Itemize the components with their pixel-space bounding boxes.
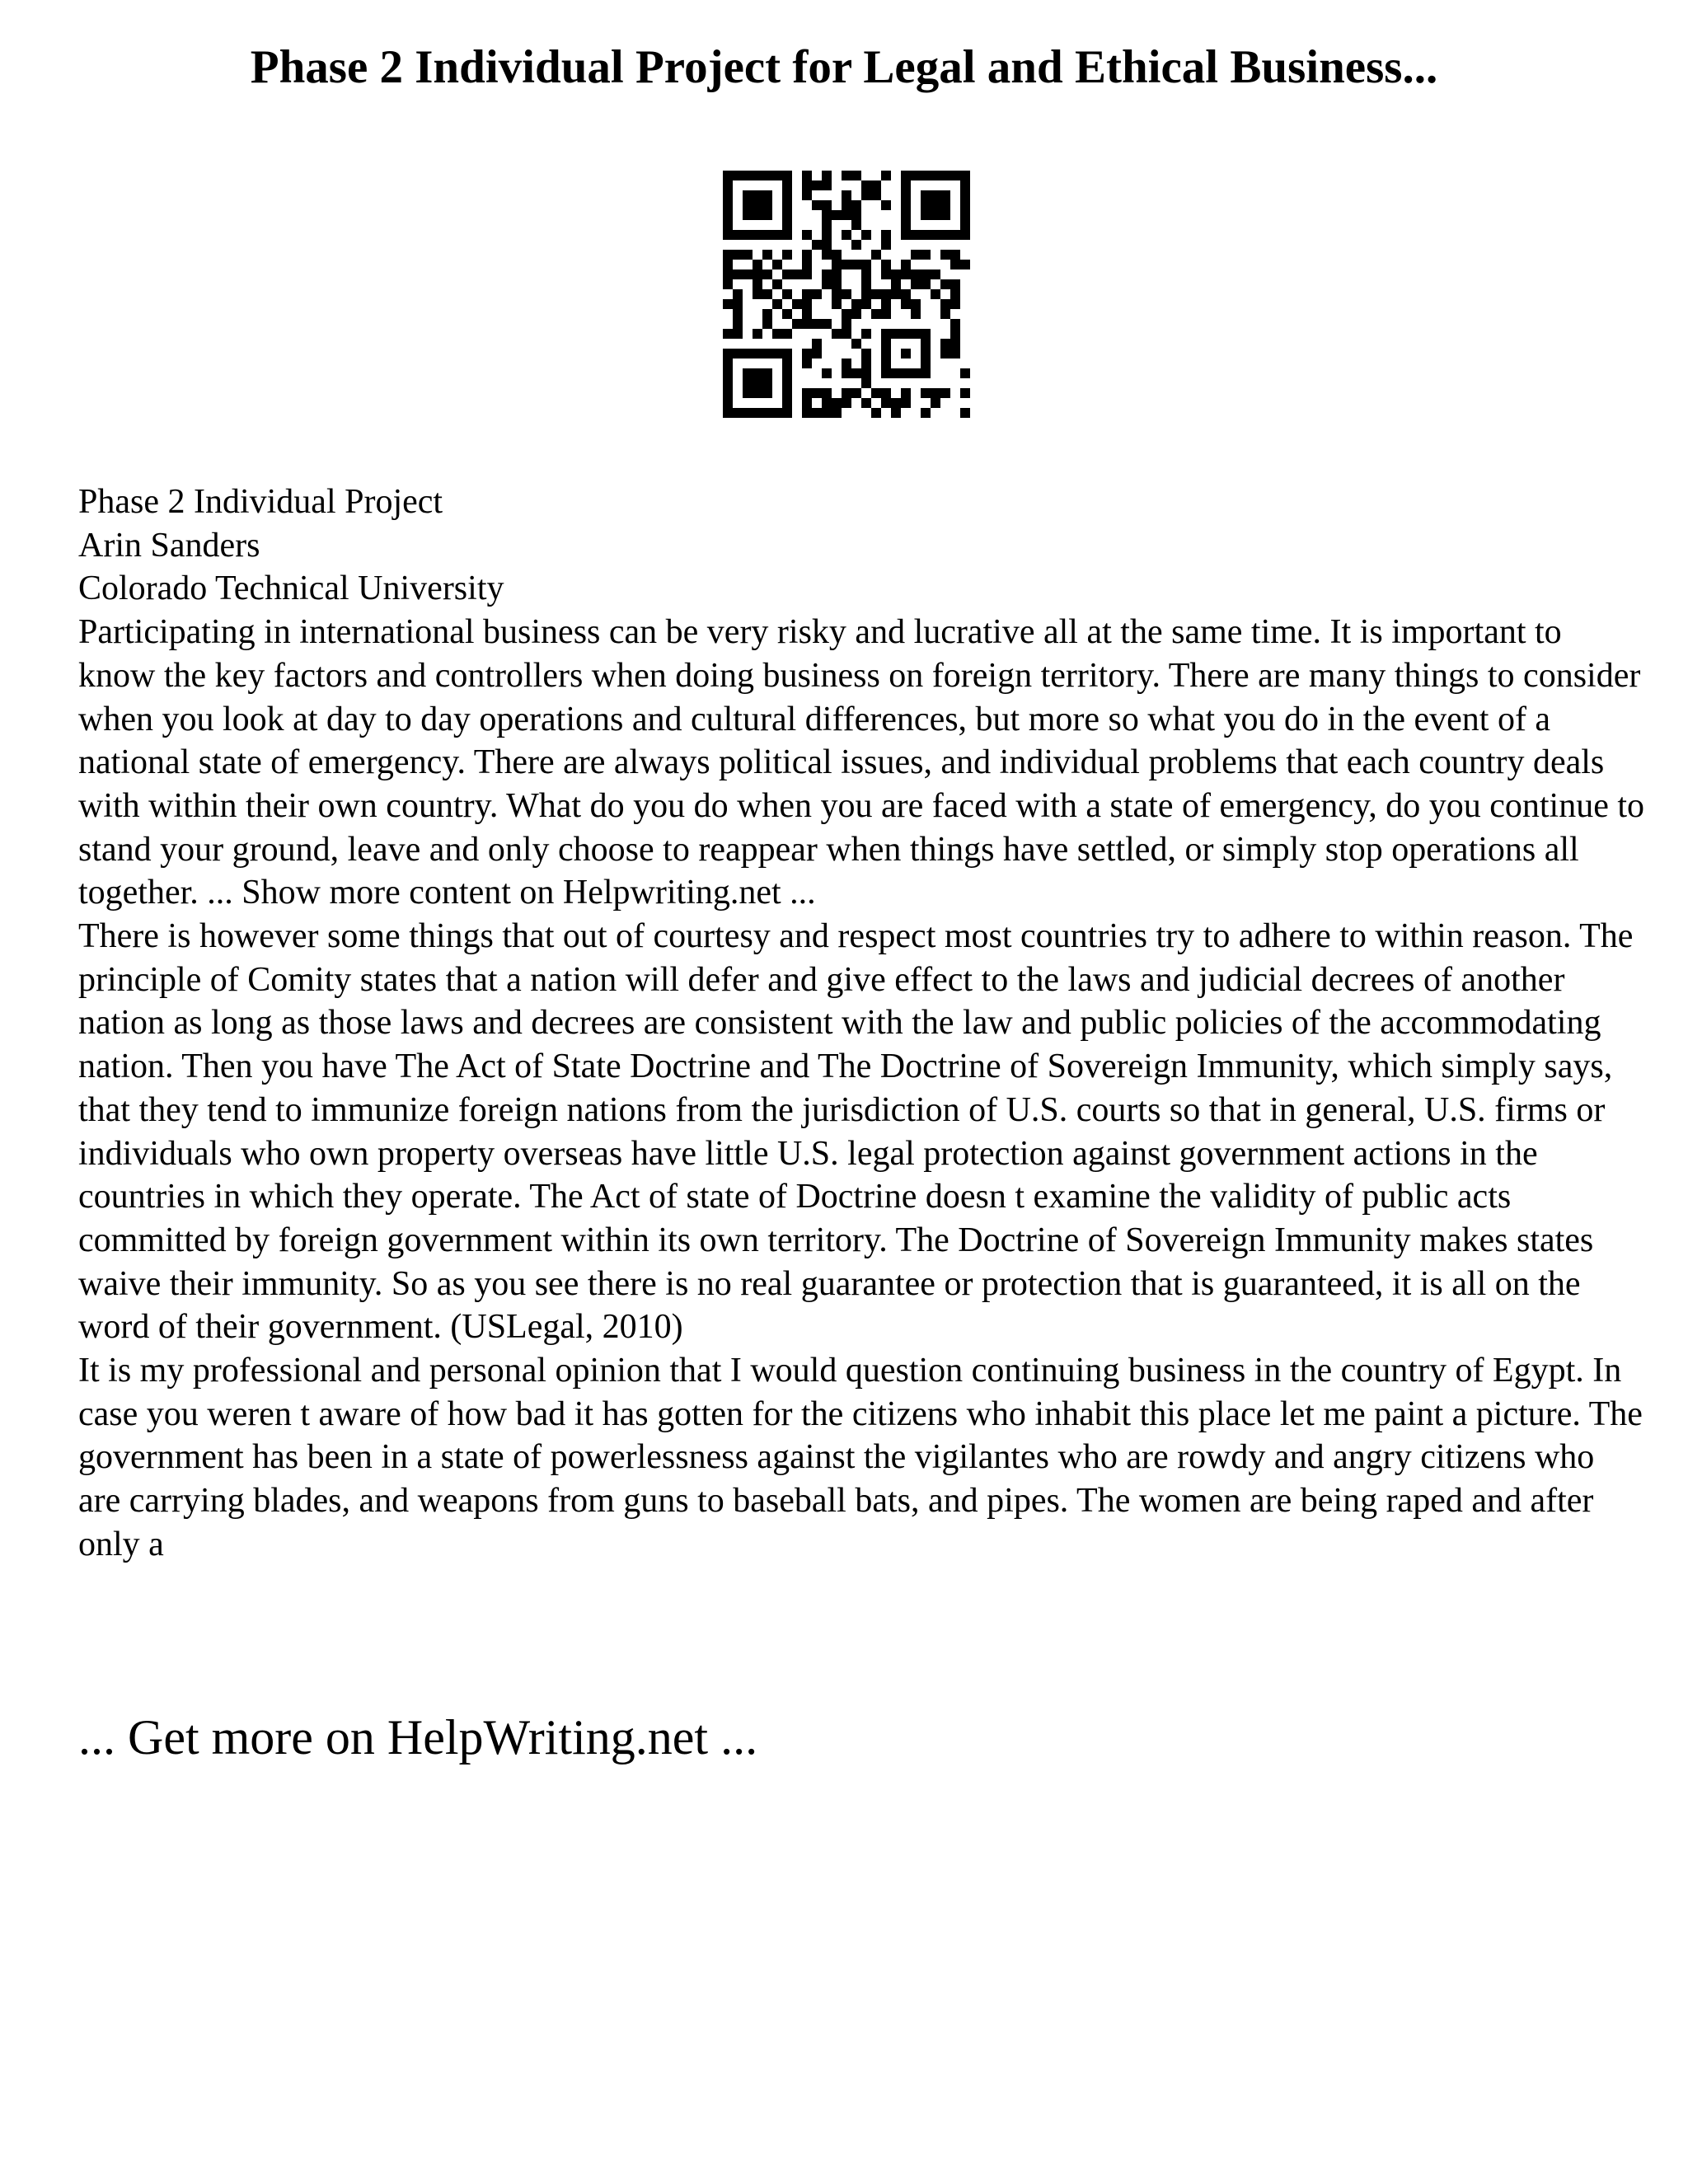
get-more-link[interactable]: ... Get more on HelpWriting.net ... (78, 1710, 758, 1765)
paragraph-1: Participating in international business can be very risky and lucrative all at the same time. It is important to know the key factors and controllers when doing business on foreign territory. There are many things to consider when you look at day to day operations and cultural differences, but more so what you do in the event of a national state of emergency. There are always political issues, and individual problems that each country deals with within their own country. What do you do when you are faced with a state of emergency, do you continue to stand your ground, leave and only choose to reappear when things have settled, or simply stop operations all together. ... Show more content on Helpwriting.net ... (78, 613, 1645, 912)
author-name: Arin Sanders (78, 526, 260, 565)
paragraph-3: It is my professional and personal opinion that I would question continuing business in the country of Egypt. In case you weren t aware of how bad it has gotten for the citizens who inhabit this place let me paint a picture. The government has been in a state of powerlessness against the vigilantes who are rowdy and angry citizens who are carrying blades, and weapons from guns to baseball bats, and pipes. The women are being raped and after only a (78, 1352, 1643, 1563)
document-body (78, 480, 1644, 1567)
page-title: Phase 2 Individual Project for Legal and Ethical Business... (250, 41, 1438, 93)
institution-name: Colorado Technical University (78, 569, 504, 608)
qr-code-icon[interactable] (723, 171, 970, 418)
paragraph-2: There is however some things that out of courtesy and respect most countries try to adhere to within reason. The principle of Comity states that a nation will defer and give effect to the laws and judicial decrees of another nation as long as those laws and decrees are consistent with the law and public policies of the accommodating nation. Then you have The Act of State Doctrine and The Doctrine of Sovereign Immunity, which simply says, that they tend to immunize foreign nations from the jurisdiction of U.S. courts so that in general, U.S. firms or individuals who own property overseas have little U.S. legal protection against government actions in the countries in which they operate. The Act of state of Doctrine doesn t examine the validity of public acts committed by foreign government within its own territory. The Doctrine of Sovereign Immunity makes states waive their immunity. So as you see there is no real guarantee or protection that is guaranteed, it is all on the word of their government. (USLegal, 2010) (78, 917, 1634, 1347)
project-heading: Phase 2 Individual Project (78, 483, 443, 521)
